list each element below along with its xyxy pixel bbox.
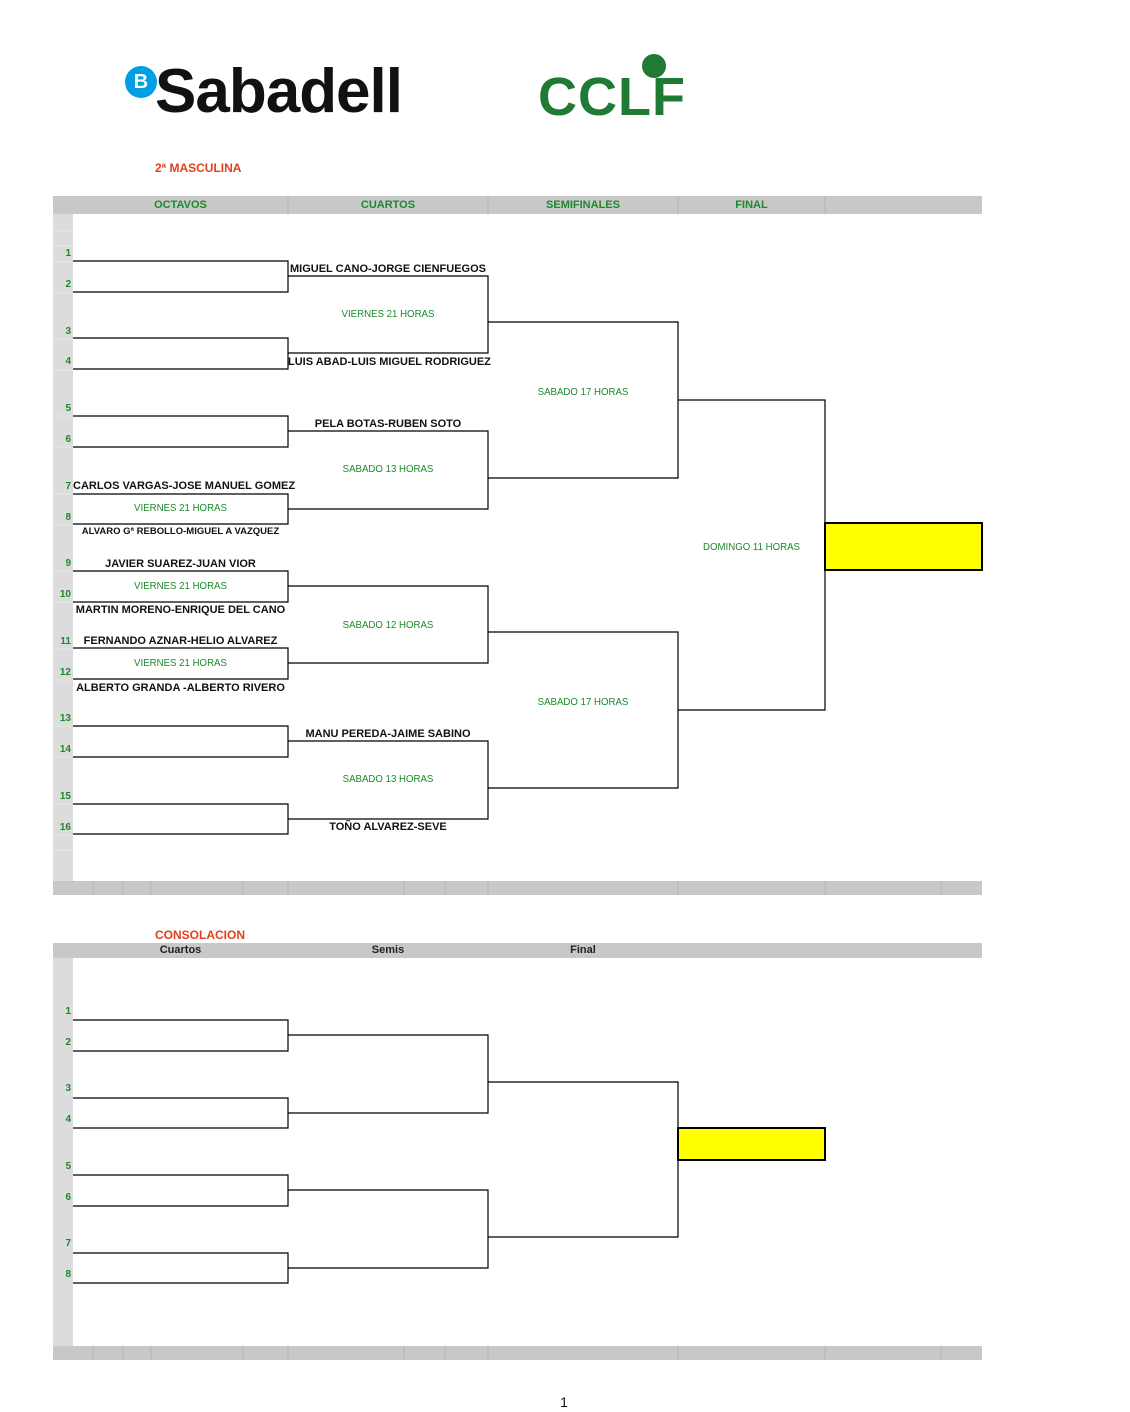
consolation-header-cuartos: Cuartos [159, 944, 202, 956]
team-slot-12: ALBERTO GRANDA -ALBERTO RIVERO [76, 682, 285, 694]
match-time: SABADO 13 HORAS [342, 463, 434, 475]
team-slot-9: JAVIER SUAREZ-JUAN VIOR [105, 558, 256, 570]
match-time: SABADO 13 HORAS [342, 773, 434, 785]
slot-number: 3 [65, 1083, 71, 1094]
slot-number: 7 [65, 1238, 71, 1249]
final-time: DOMINGO 11 HORAS [703, 541, 800, 553]
round-header-cuartos: CUARTOS [360, 199, 416, 211]
round-header-octavos: OCTAVOS [154, 199, 207, 211]
slot-number: 2 [65, 279, 71, 290]
slot-number: 13 [59, 713, 71, 724]
quarter-team-8: TOÑO ALVAREZ-SEVE [329, 821, 447, 833]
match-time: SABADO 12 HORAS [342, 619, 434, 631]
slot-number: 10 [59, 589, 71, 600]
slot-number: 11 [60, 636, 71, 647]
slot-number: 15 [59, 791, 71, 802]
page-number: 1 [560, 1394, 568, 1410]
consolation-header-final: Final [570, 944, 596, 956]
team-slot-7: CARLOS VARGAS-JOSE MANUEL GOMEZ [73, 480, 296, 492]
slot-number: 6 [65, 434, 71, 445]
slot-number: 8 [65, 1269, 71, 1280]
slot-number: 1 [65, 248, 71, 259]
match-time: VIERNES 21 HORAS [134, 580, 227, 592]
main-footer-bar [53, 881, 982, 895]
category-title: 2ª MASCULINA [155, 161, 242, 175]
team-slot-10: MARTIN MORENO-ENRIQUE DEL CANO [75, 604, 286, 616]
quarter-team-3: PELA BOTAS-RUBEN SOTO [314, 418, 462, 430]
slot-number: 7 [65, 481, 71, 492]
consolation-title: CONSOLACION [155, 928, 245, 942]
round-header-final: FINAL [735, 199, 768, 211]
semifinal-time-2: SABADO 17 HORAS [537, 696, 629, 708]
match-time: VIERNES 21 HORAS [341, 308, 435, 320]
slot-number: 16 [59, 822, 71, 833]
team-slot-11: FERNANDO AZNAR-HELIO ALVAREZ [83, 635, 278, 647]
slot-number: 3 [65, 326, 71, 337]
slot-number: 5 [65, 403, 71, 414]
main-row-gutter [53, 214, 73, 881]
slot-number: 1 [65, 1006, 71, 1017]
quarter-team-2: LUIS ABAD-LUIS MIGUEL RODRIGUEZ [288, 356, 491, 368]
match-time: VIERNES 21 HORAS [134, 502, 227, 514]
slot-number: 6 [65, 1192, 71, 1203]
sabadell-logo-text: Sabadell [155, 57, 402, 126]
match-time: VIERNES 21 HORAS [134, 657, 227, 669]
slot-number: 4 [65, 1114, 71, 1125]
round-header-semifinales: SEMIFINALES [546, 199, 620, 211]
slot-number: 2 [65, 1037, 71, 1048]
slot-number: 9 [65, 558, 71, 569]
sabadell-logo-mark: B [125, 66, 157, 98]
consolation-header-semis: Semis [371, 944, 405, 956]
semifinal-time-1: SABADO 17 HORAS [537, 386, 629, 398]
cclf-logo-text: CCLF [538, 67, 686, 127]
slot-number: 14 [59, 744, 71, 755]
champion-box [825, 523, 982, 570]
slot-number: 4 [65, 356, 71, 367]
slot-number: 5 [65, 1161, 71, 1172]
slot-number: 12 [59, 667, 71, 678]
consolation-footer-bar [53, 1346, 982, 1360]
slot-number: 8 [65, 512, 71, 523]
team-slot-8: ALVARO Gª REBOLLO-MIGUEL A VAZQUEZ [81, 526, 280, 537]
quarter-team-1: MIGUEL CANO-JORGE CIENFUEGOS [290, 263, 486, 275]
quarter-team-6: MANU PEREDA-JAIME SABINO [305, 728, 471, 740]
consolation-champion-box [678, 1128, 825, 1160]
